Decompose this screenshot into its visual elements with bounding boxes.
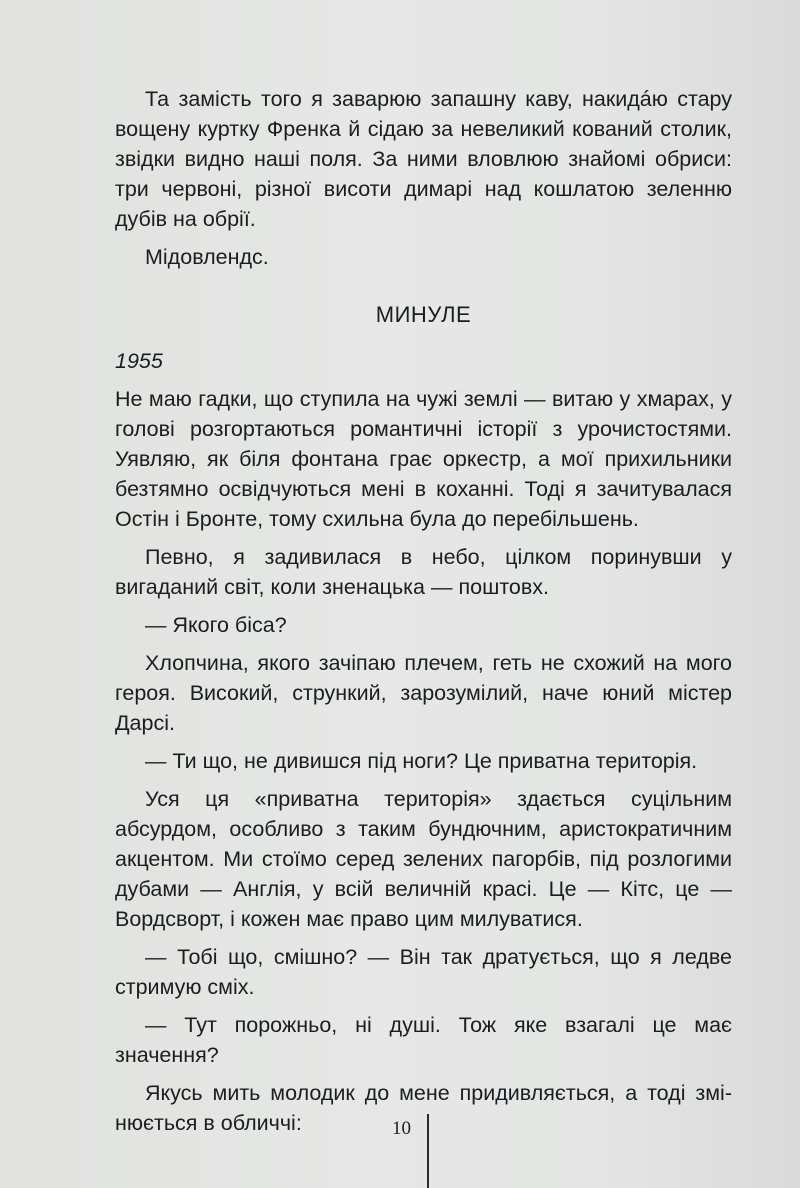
paragraph-5: — Ти що, не дивишся під ноги? Це приватна територія.	[145, 749, 698, 773]
paragraph-9: Якусь мить молодик до мене придивляється, а тоді змінюється в обличчі:	[115, 1081, 732, 1135]
intro-paragraph-2: Мідовлендс.	[145, 245, 269, 269]
paragraph-8: — Тут порожньо, ні душі. Тож яке взагалі це має значення?	[115, 1013, 732, 1067]
paragraph-7: — Тобі що, смішно? — Він так дратується, що я ледве стримую сміх.	[115, 945, 732, 999]
page-body	[115, 84, 732, 1146]
paragraph-3: — Якого біса?	[145, 613, 287, 637]
page-footer	[0, 1114, 800, 1188]
paragraph-1: Не маю гадки, що ступила на чужі землі — витаю у хмарах, у голові розгортаються романтичні історії з урочистостями. Уявляю, як біля фонтана грає оркестр, а мої прихильники безтямно освідчуються мені в коханні. Тоді я зачитувалася Остін і Бронте, тому схильна була до перебільшень.	[115, 387, 732, 531]
paragraph-2: Певно, я задивилася в небо, цілком поринувши у вигаданий світ, коли зненацька — поштовх.	[115, 545, 732, 599]
binding-line	[427, 1114, 429, 1188]
paragraph-6: Уся ця «приватна територія» здається суцільним абсурдом, особливо з таким бундючним, аристократичним акцентом. Ми стоїмо серед зелених пагорбів, під розлогими дубами — Англія, у всій величній красі. Це — Кітс, це — Вордсворт, і кожен має право цим милуватися.	[115, 787, 732, 931]
section-title: МИНУЛЕ	[375, 302, 472, 327]
page-number: 10	[392, 1118, 411, 1139]
section-year: 1955	[115, 349, 163, 373]
intro-paragraph-1: Та замість того я заварюю запашну каву, накидáю стару вощену куртку Френка й сідаю за невеликий кований столик, звідки видно наші поля. За ними вловлюю знайомі обриси: три червоні, різної висоти димарі над кошлатою зеленню дубів на обрії.	[115, 87, 732, 231]
paragraph-4: Хлопчина, якого зачіпаю плечем, геть не схожий на мого героя. Високий, стрункий, зарозумілий, наче юний містер Дарсі.	[115, 651, 732, 735]
